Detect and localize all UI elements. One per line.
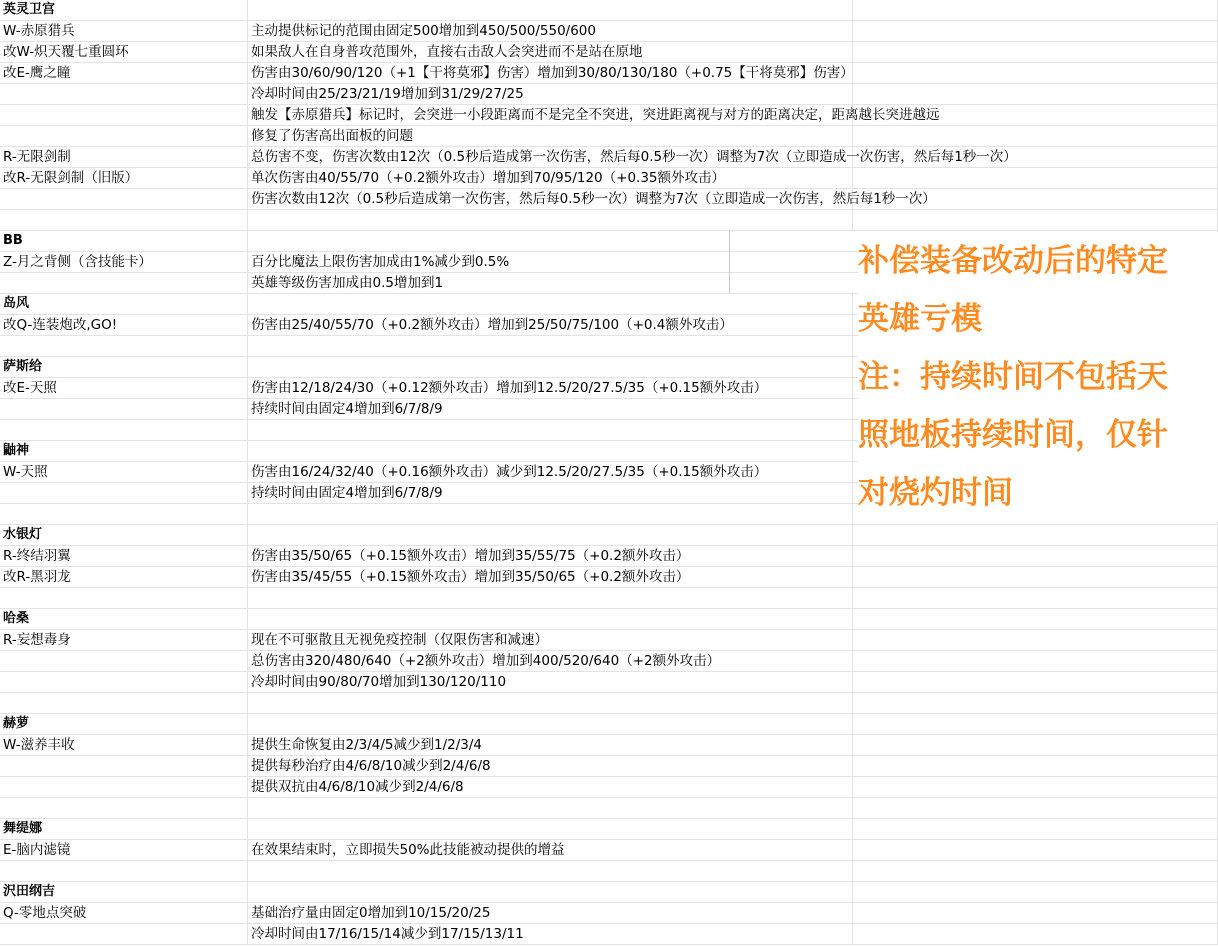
skill-cell[interactable] xyxy=(0,84,248,105)
table-row xyxy=(0,168,1218,189)
table-row xyxy=(0,84,1218,105)
skill-cell[interactable]: Z-月之背侧（含技能卡） xyxy=(0,252,248,273)
skill-cell[interactable]: 舞缇娜 xyxy=(0,819,248,840)
change-cell[interactable]: 冷却时间由90/80/70增加到130/120/110 xyxy=(248,672,853,693)
empty-cell[interactable] xyxy=(853,126,1218,147)
change-cell[interactable]: 总伤害由320/480/640（+2额外攻击）增加到400/520/640（+2额外攻击） xyxy=(248,651,853,672)
empty-cell[interactable] xyxy=(853,798,1218,819)
change-cell[interactable]: 伤害由16/24/32/40（+0.16额外攻击）减少到12.5/20/27.5/35（+0.15额外攻击） xyxy=(248,462,853,483)
change-cell[interactable] xyxy=(248,588,853,609)
change-cell[interactable]: 伤害由30/60/90/120（+1【干将莫邪】伤害）增加到30/80/130/180（+0.75【干将莫邪】伤害） xyxy=(248,63,853,84)
skill-cell[interactable]: 赫萝 xyxy=(0,714,248,735)
empty-cell[interactable] xyxy=(853,756,1218,777)
change-cell[interactable] xyxy=(248,609,853,630)
change-cell[interactable] xyxy=(248,525,853,546)
hero-header-row xyxy=(0,714,1218,735)
empty-cell[interactable] xyxy=(853,735,1218,756)
orange-note xyxy=(858,232,1218,522)
empty-cell[interactable] xyxy=(853,42,1218,63)
table-row xyxy=(0,567,1218,588)
change-cell[interactable]: 提供双抗由4/6/8/10减少到2/4/6/8 xyxy=(248,777,853,798)
empty-cell[interactable] xyxy=(853,651,1218,672)
change-cell[interactable] xyxy=(248,357,853,378)
skill-cell[interactable]: R-妄想毒身 xyxy=(0,630,248,651)
change-cell[interactable]: 持续时间由固定4增加到6/7/8/9 xyxy=(248,399,853,420)
skill-cell[interactable] xyxy=(0,336,248,357)
skill-cell[interactable]: R-终结羽翼 xyxy=(0,546,248,567)
empty-cell[interactable] xyxy=(853,105,1218,126)
change-cell[interactable] xyxy=(248,693,853,714)
skill-cell[interactable] xyxy=(0,777,248,798)
change-cell[interactable]: 伤害由25/40/55/70（+0.2额外攻击）增加到25/50/75/100（+0.4额外攻击） xyxy=(248,315,853,336)
note-line: 对烧灼时间 xyxy=(858,475,1013,511)
change-cell[interactable]: 百分比魔法上限伤害加成由1%减少到0.5% xyxy=(248,252,730,273)
table-row xyxy=(0,735,1218,756)
note-line: 补偿装备改动后的特定 xyxy=(858,243,1168,279)
table-row xyxy=(0,651,1218,672)
change-cell[interactable] xyxy=(248,504,853,525)
empty-cell[interactable] xyxy=(853,189,1218,210)
skill-cell[interactable] xyxy=(0,798,248,819)
change-cell[interactable] xyxy=(248,819,853,840)
empty-cell[interactable] xyxy=(853,630,1218,651)
change-cell[interactable]: 总伤害不变，伤害次数由12次（0.5秒后造成第一次伤害，然后每0.5秒一次）调整为7次（立即造成一次伤害，然后每1秒一次） xyxy=(248,147,853,168)
skill-cell[interactable]: 哈桑 xyxy=(0,609,248,630)
table-row xyxy=(0,189,1218,210)
skill-cell[interactable] xyxy=(0,693,248,714)
table-row xyxy=(0,672,1218,693)
skill-cell[interactable] xyxy=(0,861,248,882)
change-cell[interactable]: 修复了伤害高出面板的问题 xyxy=(248,126,853,147)
table-row xyxy=(0,147,1218,168)
empty-cell[interactable] xyxy=(853,21,1218,42)
empty-cell[interactable] xyxy=(853,693,1218,714)
table-row xyxy=(0,126,1218,147)
change-cell[interactable]: 基础治疗量由固定0增加到10/15/20/25 xyxy=(248,903,853,924)
skill-cell[interactable]: W-滋养丰收 xyxy=(0,735,248,756)
hero-header-row xyxy=(0,609,1218,630)
empty-cell[interactable] xyxy=(853,147,1218,168)
change-cell[interactable]: 现在不可驱散且无视免疫控制（仅限伤害和减速） xyxy=(248,630,853,651)
empty-cell[interactable] xyxy=(853,84,1218,105)
empty-cell[interactable] xyxy=(853,588,1218,609)
table-row xyxy=(0,63,1218,84)
table-row xyxy=(0,903,1218,924)
change-cell[interactable]: 触发【赤原猎兵】标记时，会突进一小段距离而不是完全不突进，突进距离视与对方的距离决定，距离越长突进越远 xyxy=(248,105,853,126)
empty-cell[interactable] xyxy=(853,777,1218,798)
table-row xyxy=(0,210,1218,231)
change-cell[interactable]: 英雄等级伤害加成由0.5增加到1 xyxy=(248,273,730,294)
skill-cell[interactable]: 改Q-连装炮改,GO! xyxy=(0,315,248,336)
table-row xyxy=(0,588,1218,609)
skill-cell[interactable] xyxy=(0,672,248,693)
skill-cell[interactable] xyxy=(0,210,248,231)
table-row xyxy=(0,840,1218,861)
skill-cell[interactable] xyxy=(0,651,248,672)
skill-cell[interactable] xyxy=(0,105,248,126)
skill-cell[interactable] xyxy=(0,588,248,609)
table-row xyxy=(0,777,1218,798)
change-cell[interactable]: 伤害由35/45/55（+0.15额外攻击）增加到35/50/65（+0.2额外攻击） xyxy=(248,567,853,588)
table-row xyxy=(0,693,1218,714)
skill-cell[interactable]: 改E-鹰之瞳 xyxy=(0,63,248,84)
empty-cell[interactable] xyxy=(853,882,1218,903)
table-row xyxy=(0,798,1218,819)
change-cell[interactable]: 如果敌人在自身普攻范围外，直接右击敌人会突进而不是站在原地 xyxy=(248,42,853,63)
change-cell[interactable] xyxy=(248,336,853,357)
skill-cell[interactable]: 改E-天照 xyxy=(0,378,248,399)
change-cell[interactable] xyxy=(248,0,853,21)
skill-cell[interactable] xyxy=(0,399,248,420)
change-cell[interactable]: 冷却时间由25/23/21/19增加到31/29/27/25 xyxy=(248,84,853,105)
table-row xyxy=(0,105,1218,126)
skill-cell[interactable]: BB xyxy=(0,231,248,252)
skill-cell[interactable] xyxy=(0,273,248,294)
empty-cell[interactable] xyxy=(853,609,1218,630)
change-cell[interactable] xyxy=(248,231,730,252)
note-line: 注：持续时间不包括天 xyxy=(858,359,1168,395)
skill-cell[interactable]: 英灵卫宫 xyxy=(0,0,248,21)
empty-cell[interactable] xyxy=(853,63,1218,84)
skill-cell[interactable]: 萨斯给 xyxy=(0,357,248,378)
skill-cell[interactable] xyxy=(0,420,248,441)
empty-cell[interactable] xyxy=(853,525,1218,546)
skill-cell[interactable] xyxy=(0,126,248,147)
change-cell[interactable]: 冷却时间由17/16/15/14减少到17/15/13/11 xyxy=(248,924,853,945)
hero-header-row xyxy=(0,525,1218,546)
empty-cell[interactable] xyxy=(853,861,1218,882)
skill-cell[interactable] xyxy=(0,756,248,777)
skill-cell[interactable] xyxy=(0,924,248,945)
skill-cell[interactable]: Q-零地点突破 xyxy=(0,903,248,924)
change-cell[interactable]: 伤害由12/18/24/30（+0.12额外攻击）增加到12.5/20/27.5/35（+0.15额外攻击） xyxy=(248,378,853,399)
table-row xyxy=(0,756,1218,777)
empty-cell[interactable] xyxy=(853,210,1218,231)
change-cell[interactable] xyxy=(248,294,853,315)
change-cell[interactable]: 提供生命恢复由2/3/4/5减少到1/2/3/4 xyxy=(248,735,853,756)
change-cell[interactable]: 持续时间由固定4增加到6/7/8/9 xyxy=(248,483,853,504)
empty-cell[interactable] xyxy=(853,168,1218,189)
empty-cell[interactable] xyxy=(853,546,1218,567)
change-cell[interactable]: 主动提供标记的范围由固定500增加到450/500/550/600 xyxy=(248,21,853,42)
change-cell[interactable]: 伤害次数由12次（0.5秒后造成第一次伤害，然后每0.5秒一次）调整为7次（立即造成一次伤害，然后每1秒一次） xyxy=(248,189,853,210)
skill-cell[interactable]: W-赤原猎兵 xyxy=(0,21,248,42)
skill-cell[interactable]: 水银灯 xyxy=(0,525,248,546)
empty-cell[interactable] xyxy=(853,924,1218,945)
empty-cell[interactable] xyxy=(853,672,1218,693)
change-cell[interactable] xyxy=(248,714,853,735)
empty-cell[interactable] xyxy=(853,819,1218,840)
table-row xyxy=(0,630,1218,651)
table-row xyxy=(0,924,1218,945)
skill-cell[interactable]: 鼬神 xyxy=(0,441,248,462)
change-cell[interactable] xyxy=(248,441,853,462)
skill-cell[interactable] xyxy=(0,189,248,210)
change-cell[interactable]: 在效果结束时，立即损失50%此技能被动提供的增益 xyxy=(248,840,853,861)
change-cell[interactable] xyxy=(248,420,853,441)
change-cell[interactable]: 伤害由35/50/65（+0.15额外攻击）增加到35/55/75（+0.2额外攻击） xyxy=(248,546,853,567)
skill-cell[interactable]: 改R-无限剑制（旧版） xyxy=(0,168,248,189)
empty-cell[interactable] xyxy=(853,0,1218,21)
skill-cell[interactable]: 改W-炽天覆七重圆环 xyxy=(0,42,248,63)
note-line: 英雄亏模 xyxy=(858,301,982,337)
empty-cell[interactable] xyxy=(853,840,1218,861)
empty-cell[interactable] xyxy=(853,567,1218,588)
note-line: 照地板持续时间，仅针 xyxy=(858,417,1168,453)
skill-cell[interactable] xyxy=(0,483,248,504)
change-cell[interactable]: 提供每秒治疗由4/6/8/10减少到2/4/6/8 xyxy=(248,756,853,777)
change-cell[interactable] xyxy=(248,882,853,903)
table-row xyxy=(0,546,1218,567)
change-cell[interactable]: 单次伤害由40/55/70（+0.2额外攻击）增加到70/95/120（+0.35额外攻击） xyxy=(248,168,853,189)
table-row xyxy=(0,42,1218,63)
empty-cell[interactable] xyxy=(853,714,1218,735)
skill-cell[interactable]: W-天照 xyxy=(0,462,248,483)
table-row xyxy=(0,861,1218,882)
hero-header-row xyxy=(0,882,1218,903)
empty-cell[interactable] xyxy=(853,903,1218,924)
change-cell[interactable] xyxy=(248,861,853,882)
hero-header-row xyxy=(0,0,1218,21)
skill-cell[interactable] xyxy=(0,504,248,525)
hero-header-row xyxy=(0,819,1218,840)
skill-cell[interactable]: R-无限剑制 xyxy=(0,147,248,168)
skill-cell[interactable]: 沢田纲吉 xyxy=(0,882,248,903)
skill-cell[interactable]: 岛风 xyxy=(0,294,248,315)
change-cell[interactable] xyxy=(248,210,853,231)
change-cell[interactable] xyxy=(248,798,853,819)
skill-cell[interactable]: E-脑内滤镜 xyxy=(0,840,248,861)
skill-cell[interactable]: 改R-黑羽龙 xyxy=(0,567,248,588)
table-row xyxy=(0,21,1218,42)
